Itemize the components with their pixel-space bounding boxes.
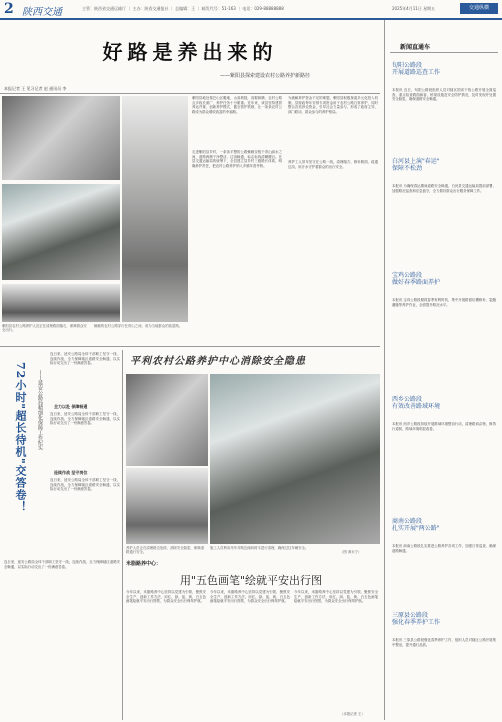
lead-photo-2 xyxy=(2,184,120,280)
divider xyxy=(390,52,498,53)
lead-headline: 好路是养出来的 xyxy=(102,40,278,64)
sidebar-item-headline: 三原县公路段 强化春季养护工作 xyxy=(392,612,441,626)
sidebar-item-text: 本报讯 为确保春运期间道路安全畅通，白河县交通运输局提前部署，加强路况巡查和应急值守，全力做好群众出行服务保障工作。 xyxy=(392,184,496,193)
lead-body-col1b: 走进紫阳县乡村，一条条平整的公路蜿蜒穿梭于青山绿水之间，道路两侧干净整洁，边沟畅通，标志标线清晰醒目。在县交通运输局的统筹下，全县建立县乡村三级路长体系，明确养护责任，把农村公路养护纳入乡镇年度考核。 xyxy=(192,150,282,168)
section-label: 交通纵横 xyxy=(460,3,498,14)
qa-body: 连日来，延安公路局全体干部职工坚守一线，连续作战，全力保障辖区道路安全畅通，以实际行动交出了一份满意答卷。 xyxy=(50,478,120,492)
sidebar-item-headline: 白河县上演"春运" 保障不松劲 xyxy=(392,158,440,172)
lead-caption-right: 蜿蜒的农村公路穿行在青山之间，成为当地群众的致富路。 xyxy=(94,324,183,328)
lead-photo-4 xyxy=(122,96,188,322)
lead-subhead: ——紫阳县探索建设农村公路养护新路径 xyxy=(219,73,310,79)
lead-body-col2b: 养护工人常年坚守在公路一线，清理塌方、修补路面、疏通边沟，用汗水守护着群众的出行安全。 xyxy=(288,160,378,169)
qa-title: 72小时"超长待机"交答卷！ xyxy=(14,362,27,513)
paper-name: 陕西交通 xyxy=(22,7,62,18)
story2-headline: 用"五色画笔"绘就平安出行图 xyxy=(179,574,323,587)
feature-caption-mid: 施工人员利用吊车对路边倾斜树木进行清理，确保过往车辆安全。 xyxy=(210,546,309,550)
lead-body-col1: 紫阳县地处秦巴山区腹地，山高坡陡，沟壑纵横，农村公路点多线长面广，养护任务十分繁重。近年来，该县坚持建管养运并重，创新养护模式，健全管护机制，让一条条农村公路成为群众增收致富的幸福路。 xyxy=(192,96,282,114)
sidebar-item-text: 本报讯 西乡公路段持续开展路域环境整治行动，清理路肩杂物，修剪行道树，路域环境明显改善。 xyxy=(392,422,496,431)
divider xyxy=(122,350,123,720)
sidebar-item-headline: 宝鸡公路段 做好春季路面养护 xyxy=(392,272,441,286)
story2-body-col1: 今年以来，米脂路养中心坚持以党建为引领，聚焦安全生产，创新工作方法，用红、绿、蓝、黄、白五色画笔绘就平安出行图景，为群众安全出行保驾护航。 xyxy=(126,590,206,604)
divider xyxy=(0,346,380,347)
sidebar-item-headline: 西乡公路段 有效改善路域环境 xyxy=(392,396,441,410)
lead-byline: 本报记者 王 见习记者 赵 通讯员 李 xyxy=(4,86,67,91)
lead-photo-1 xyxy=(2,96,120,180)
divider xyxy=(384,20,385,720)
lead-body-col2: 为破解养护资金不足的难题，紫阳县积极探索多元化投入机制，县财政每年安排专项资金用于农村公路日常养护，同时整合各类涉农资金，引导社会力量参与，形成了政府主导、部门联动、群众参与的养护格局。 xyxy=(288,96,378,114)
story2-credit: （本报记者 王） xyxy=(340,712,365,716)
page-number: 2 xyxy=(4,1,14,17)
qa-heading-2: 连续作战 坚守岗位 xyxy=(54,470,88,475)
lead-photo-3 xyxy=(2,284,120,322)
feature-photo-left xyxy=(126,374,208,466)
sidebar-item-headline: 旬阳公路段 开展道路巡查工作 xyxy=(392,62,441,76)
masthead-meta: 主管：陕西省交通运输厅 ｜ 主办：陕西交通报社 ｜ 总编辑：王 ｜ 邮发代号：51-163 ｜ 电话：029-88888888 xyxy=(82,6,284,11)
feature-caption-left: 养护人员正在清理路边危树，消除安全隐患，保障道路通行安全。 xyxy=(126,546,204,555)
feature-banner: 平利农村公路养护中心消除安全隐患 xyxy=(130,356,306,367)
qa-body: 连日来，延安公路局全体干部职工坚守一线，连续作战，全力保障辖区道路安全畅通，以实际行动交出了一份满意答卷。 xyxy=(50,412,120,426)
sidebar-item-text: 本报讯 三原县公路段强化春季养护工作，组织人员对辖区公路开展集中整治，提升通行品质。 xyxy=(392,638,496,647)
feature-photo-inset xyxy=(126,468,208,544)
lead-caption-left: 紫阳县农村公路养护人员正在清理路面落石，保障群众安全出行。 xyxy=(2,324,87,333)
qa-heading-1: 全力以赴 保障畅通 xyxy=(54,404,88,409)
feature-photo-main xyxy=(210,374,380,544)
sidebar-item-text: 本报讯 近日，旬阳公路段组织人员对辖区国省干线公路开展全面巡查，重点检查路面病害、桥梁设施及安全防护情况，及时发现并处置安全隐患，确保道路安全畅通。 xyxy=(392,88,496,102)
sidebar-item-text: 本报讯 宝鸡公路段紧抓春季有利时机，集中开展路面坑槽修补、裂缝灌缝等养护作业，全面提升路况水平。 xyxy=(392,298,496,307)
photo-credit: （图 黄永宁） xyxy=(340,550,362,554)
story2-kicker: 米脂路养中心： xyxy=(126,561,162,567)
sidebar-title: 新闻直通车 xyxy=(400,44,431,51)
qa-body: 连日来，延安公路局全体干部职工坚守一线，连续作战，全力保障辖区道路安全畅通，以实际行动交出了一份满意答卷。 xyxy=(50,352,120,366)
qa-body: 连日来，延安公路局全体干部职工坚守一线，连续作战，全力保障辖区道路安全畅通，以实际行动交出了一份满意答卷。 xyxy=(4,560,120,569)
sidebar-item-headline: 商南公路段 扎实开展"两公路" xyxy=(392,518,440,532)
story2-body-col3: 今年以来，米脂路养中心坚持以党建为引领，聚焦安全生产，创新工作方法，用红、绿、蓝、黄、白五色画笔绘就平安出行图景，为群众安全出行保驾护航。 xyxy=(294,590,378,604)
sidebar-item-text: 本报讯 商南公路段扎实推进公路养护各项工作，加强日常巡查，确保道路畅通。 xyxy=(392,544,496,553)
divider xyxy=(0,93,380,94)
story2-body-col2: 今年以来，米脂路养中心坚持以党建为引领，聚焦安全生产，创新工作方法，用红、绿、蓝、黄、白五色画笔绘就平安出行图景，为群众安全出行保驾护航。 xyxy=(210,590,290,604)
qa-subtitle: ——延安公路局精细化保障工作纪实 xyxy=(37,370,43,450)
issue-date: 2025年4月11日 星期五 xyxy=(392,6,436,11)
